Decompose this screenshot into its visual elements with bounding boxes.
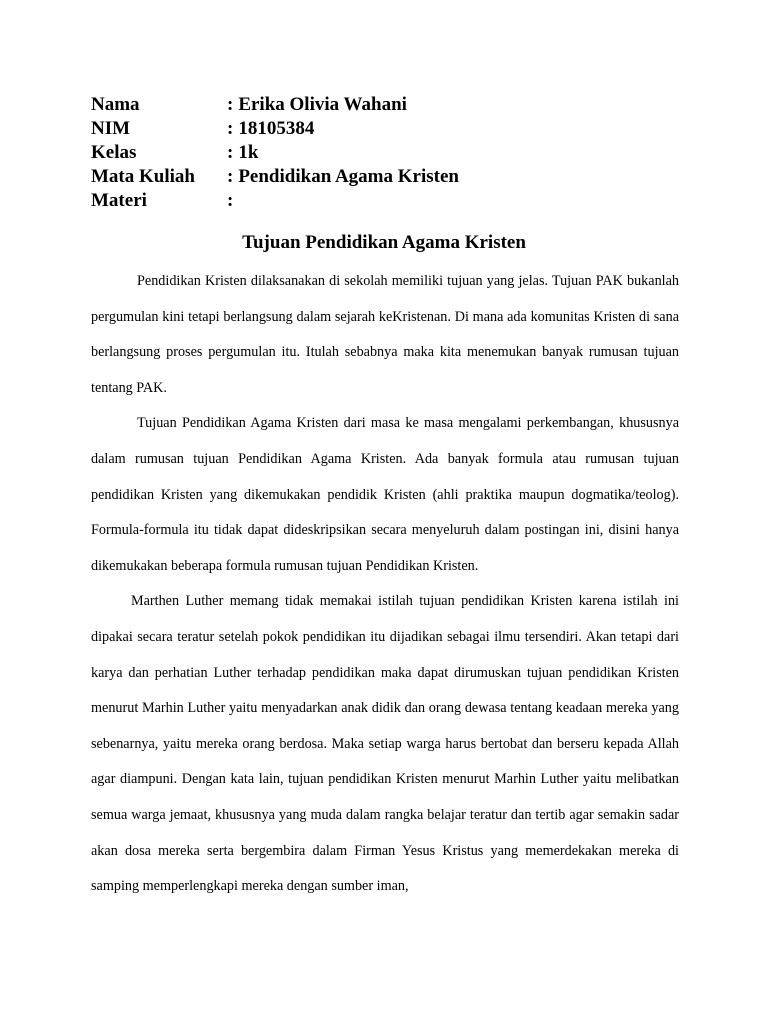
info-label: NIM [91,118,131,139]
document-title: Tujuan Pendidikan Agama Kristen [242,232,526,253]
info-row-materi [91,189,691,213]
info-label: Kelas [91,142,137,163]
info-value-name: Erika Olivia Wahani [238,94,407,115]
info-row-course [91,165,691,189]
info-value-course: Pendidikan Agama Kristen [238,166,459,187]
info-row-kelas [91,141,691,165]
student-info-block [91,93,691,213]
info-value-class: 1k [238,142,259,163]
paragraph: Pendidikan Kristen dilaksanakan di sekolah memiliki tujuan yang jelas. Tujuan PAK bukanlah pergumulan kini tetapi berlangsung dalam sejarah keKristenan. Di mana ada komunitas Kristen di sana berlangsung proses pergumulan itu. Itulah sebabnya maka kita menemukan banyak rumusan tujuan tentang PAK. [91,273,679,396]
document-body [91,264,679,905]
info-separator: : [227,166,234,187]
paragraph: Tujuan Pendidikan Agama Kristen dari masa ke masa mengalami perkembangan, khususnya dalam rumusan tujuan Pendidikan Agama Kristen. Ada banyak formula atau rumusan tujuan pendidikan Kristen yang dikemukakan pendidik Kristen (ahli praktika maupun dogmatika/teolog). Formula-formula itu tidak dapat dideskripsikan secara menyeluruh dalam postingan ini, disini hanya dikemukakan beberapa formula rumusan tujuan Pendidikan Kristen. [91,415,679,574]
info-row-nim [91,117,691,141]
info-row-nama [91,93,691,117]
info-separator: : [227,94,234,115]
info-label: Nama [91,94,140,115]
info-label: Materi [91,190,147,211]
info-separator: : [227,142,234,163]
info-separator: : [227,118,234,139]
info-label: Mata Kuliah [91,166,195,187]
info-value-nim: 18105384 [238,118,315,139]
info-value-material [238,189,691,213]
paragraph: Marthen Luther memang tidak memakai istilah tujuan pendidikan Kristen karena istilah ini dipakai secara teratur setelah pokok pendidikan itu dijadikan sebagai ilmu tersendiri. Akan tetapi dari karya dan perhatian Luther terhadap pendidikan maka dapat dirumuskan tujuan pendidikan Kristen menurut Marhin Luther yaitu menyadarkan anak didik dan orang dewasa tentang keadaan mereka yang sebenarnya, yaitu mereka orang berdosa. Maka setiap warga harus bertobat dan berseru kepada Allah agar diampuni. Dengan kata lain, tujuan pendidikan Kristen menurut Marhin Luther yaitu melibatkan semua warga jemaat, khususnya yang muda dalam rangka belajar teratur dan tertib agar semakin sadar akan dosa mereka serta bergembira dalam Firman Yesus Kristus yang memerdekakan mereka di samping memperlengkapi mereka dengan sumber iman, [91,593,679,895]
info-separator: : [227,190,234,211]
